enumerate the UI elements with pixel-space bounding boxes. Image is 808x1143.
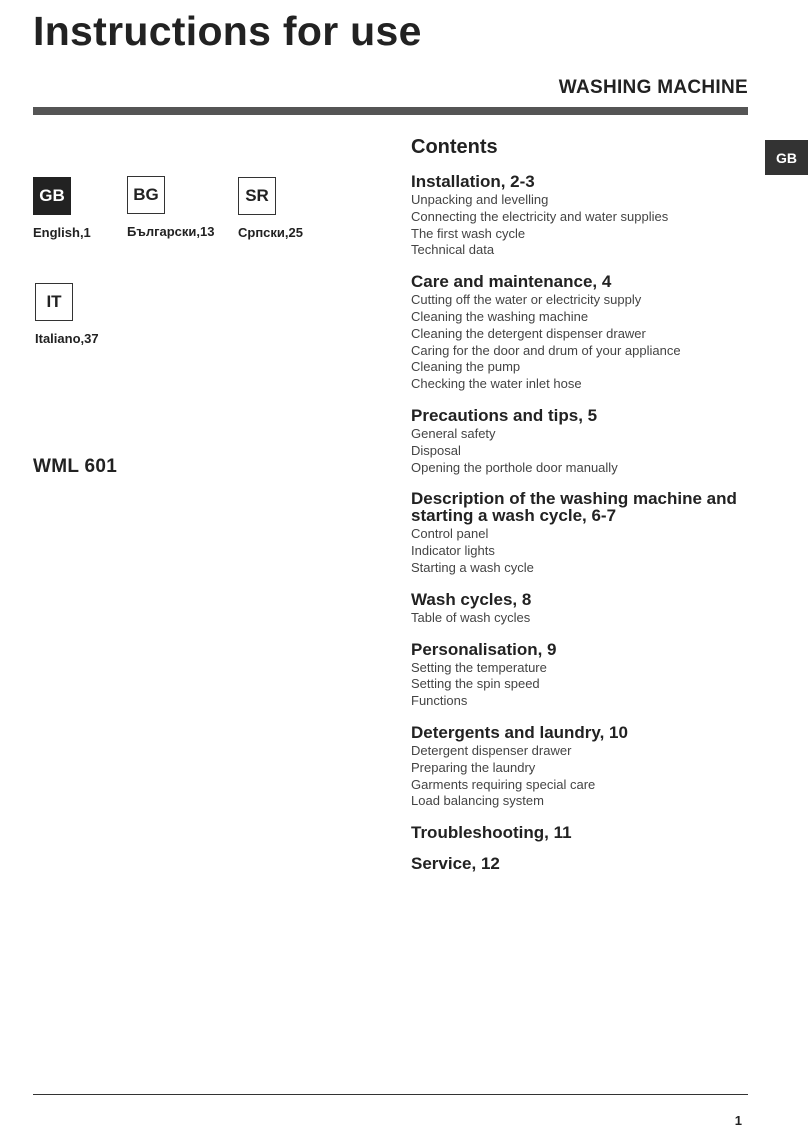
- section-item[interactable]: Indicator lights: [411, 543, 495, 559]
- language-label: Српски,25: [238, 225, 303, 240]
- contents-section: [411, 824, 761, 841]
- contents-heading: Contents: [411, 136, 498, 158]
- contents-section: [411, 273, 761, 393]
- contents-section: [411, 490, 761, 576]
- language-label: Български,13: [127, 224, 215, 239]
- language-entry-gb[interactable]: [33, 177, 133, 240]
- section-item[interactable]: Opening the porthole door manually: [411, 459, 618, 475]
- language-side-tab: GB: [765, 140, 808, 175]
- section-title[interactable]: Care and maintenance, 4: [411, 272, 612, 292]
- section-item[interactable]: Technical data: [411, 242, 495, 258]
- section-title[interactable]: Precautions and tips, 5: [411, 405, 598, 425]
- table-of-contents: [411, 136, 761, 886]
- contents-section: [411, 407, 761, 476]
- bottom-divider: [33, 1094, 748, 1095]
- section-item[interactable]: Checking the water inlet hose: [411, 376, 582, 392]
- section-item[interactable]: Functions: [411, 693, 468, 709]
- language-code-box: IT: [35, 283, 73, 321]
- language-entry-sr[interactable]: [238, 177, 338, 240]
- contents-section: [411, 591, 761, 627]
- language-label: English,1: [33, 225, 91, 240]
- section-item[interactable]: Detergent dispenser drawer: [411, 742, 572, 758]
- section-item[interactable]: The first wash cycle: [411, 225, 526, 241]
- section-item[interactable]: Setting the temperature: [411, 659, 547, 675]
- contents-section: [411, 173, 761, 259]
- section-item[interactable]: General safety: [411, 425, 496, 441]
- section-title[interactable]: Personalisation, 9: [411, 639, 557, 659]
- section-item[interactable]: Load balancing system: [411, 793, 544, 809]
- section-item[interactable]: Setting the spin speed: [411, 676, 540, 692]
- section-item[interactable]: Cleaning the pump: [411, 359, 521, 375]
- section-item[interactable]: Starting a wash cycle: [411, 559, 534, 575]
- top-divider: [33, 107, 748, 115]
- section-title[interactable]: Installation, 2-3: [411, 172, 535, 191]
- section-title[interactable]: Description of the washing machine and starting a wash cycle, 6-7: [411, 489, 737, 526]
- language-entry-it[interactable]: [35, 283, 135, 346]
- model-number: WML 601: [33, 456, 118, 477]
- section-item[interactable]: Table of wash cycles: [411, 609, 531, 625]
- language-label: Italiano,37: [35, 331, 99, 346]
- language-code-box: GB: [33, 177, 71, 215]
- section-item[interactable]: Disposal: [411, 442, 461, 458]
- page-number: 1: [734, 1113, 742, 1128]
- section-title[interactable]: Wash cycles, 8: [411, 589, 532, 609]
- language-code-box: SR: [238, 177, 276, 215]
- section-item[interactable]: Unpacking and levelling: [411, 192, 549, 207]
- page-title: Instructions for use: [33, 8, 422, 54]
- section-item[interactable]: Garments requiring special care: [411, 776, 596, 792]
- contents-section: [411, 724, 761, 810]
- document-subtitle: WASHING MACHINE: [558, 77, 748, 98]
- section-item[interactable]: Cleaning the washing machine: [411, 308, 589, 324]
- section-item[interactable]: Preparing the laundry: [411, 759, 536, 775]
- section-item[interactable]: Connecting the electricity and water supplies: [411, 208, 669, 224]
- section-item[interactable]: Cutting off the water or electricity supply: [411, 292, 642, 308]
- section-title[interactable]: Service, 12: [411, 854, 500, 874]
- language-code-box: BG: [127, 176, 165, 214]
- language-entry-bg[interactable]: [127, 176, 227, 239]
- contents-section: [411, 641, 761, 710]
- section-title[interactable]: Troubleshooting, 11: [411, 823, 572, 843]
- section-item[interactable]: Cleaning the detergent dispenser drawer: [411, 325, 646, 341]
- section-item[interactable]: Caring for the door and drum of your appliance: [411, 342, 681, 358]
- section-title[interactable]: Detergents and laundry, 10: [411, 722, 628, 742]
- contents-section: [411, 855, 761, 872]
- section-item[interactable]: Control panel: [411, 526, 489, 542]
